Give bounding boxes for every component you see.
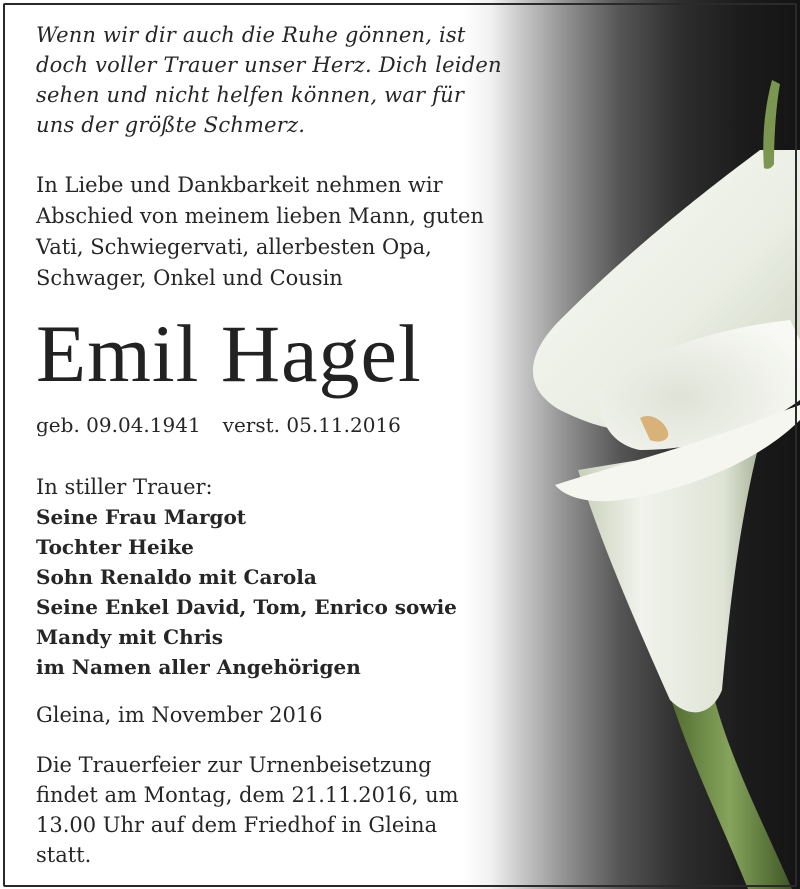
flower-stem: [668, 690, 792, 889]
poem-line: doch voller Trauer unser Herz. Dich leiden: [36, 53, 502, 77]
intro-line: In Liebe und Dankbarkeit nehmen wir: [36, 173, 443, 197]
place-date: Gleina, im November 2016: [36, 703, 323, 727]
poem-line: uns der größte Schmerz.: [36, 113, 306, 137]
poem-line: sehen und nicht helfen können, war für: [36, 83, 465, 107]
intro-line: Schwager, Onkel und Cousin: [36, 266, 343, 290]
ceremony-line: Die Trauerfeier zur Urnenbeisetzung: [36, 753, 432, 777]
ceremony-line: 13.00 Uhr auf dem Friedhof in Gleina: [36, 813, 438, 837]
ceremony-line: findet am Montag, dem 21.11.2016, um: [36, 783, 459, 807]
deceased-name: Emil Hagel: [36, 308, 422, 399]
birth-date: geb. 09.04.1941: [36, 413, 201, 437]
mourner-name: Mandy mit Chris: [36, 625, 224, 649]
death-date: verst. 05.11.2016: [222, 413, 401, 437]
mourner-name: im Namen aller Angehörigen: [36, 655, 361, 679]
mourner-name: Tochter Heike: [36, 535, 194, 559]
life-dates: [36, 411, 401, 439]
mourner-name: Sohn Renaldo mit Carola: [36, 565, 317, 589]
intro-line: Abschied von meinem lieben Mann, guten: [36, 204, 484, 228]
poem-line: Wenn wir dir auch die Ruhe gönnen, ist: [36, 23, 466, 47]
mourners-heading: In stiller Trauer:: [36, 475, 213, 499]
intro-line: Vati, Schwiegervati, allerbesten Opa,: [36, 235, 432, 259]
mourner-name: Seine Enkel David, Tom, Enrico sowie: [36, 595, 457, 619]
ceremony-line: statt.: [36, 843, 92, 867]
mourner-name: Seine Frau Margot: [36, 505, 247, 529]
